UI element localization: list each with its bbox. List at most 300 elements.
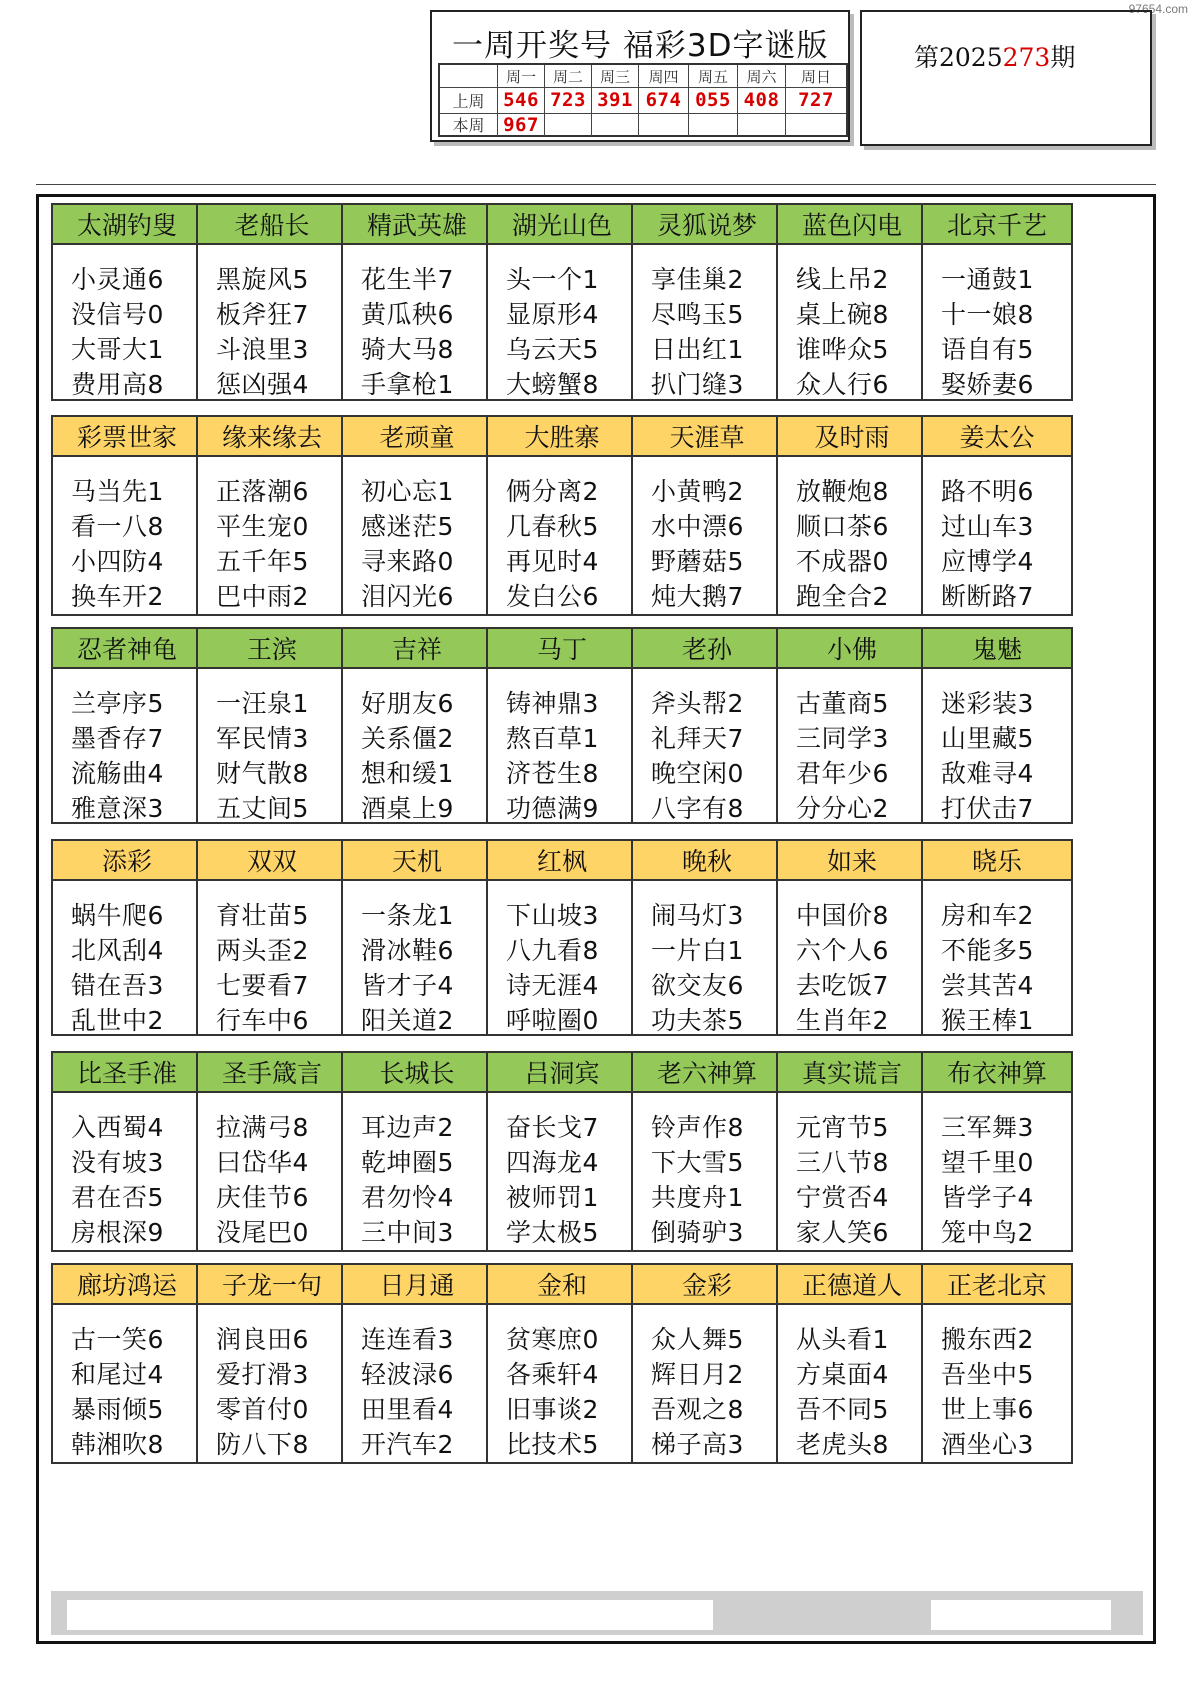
riddle-card (196, 627, 348, 824)
card-lines (488, 881, 636, 1038)
riddle-line: 方桌面4 (796, 1360, 889, 1389)
footer-slot-right (931, 1600, 1111, 1630)
riddle-card (486, 627, 638, 824)
riddle-card (486, 203, 638, 401)
riddle-line: 吾坐中5 (941, 1360, 1034, 1389)
last-week-sun: 727 (785, 87, 846, 113)
riddle-line: 欲交友6 (651, 971, 744, 1000)
riddle-line: 打伏击7 (941, 794, 1034, 823)
riddle-line: 宁赏否4 (796, 1183, 889, 1212)
riddle-line: 惩凶强4 (216, 370, 309, 399)
card-title: 吕洞宾 (488, 1053, 636, 1093)
riddle-line: 铸神鼎3 (506, 689, 599, 718)
riddle-line: 暴雨倾5 (71, 1395, 164, 1424)
card-title: 马丁 (488, 629, 636, 669)
card-title: 老六神算 (633, 1053, 781, 1093)
card-lines (488, 457, 636, 614)
weekday-tue: 周二 (544, 65, 591, 87)
riddle-line: 正落潮6 (216, 477, 309, 506)
riddle-line: 尝其苦4 (941, 971, 1034, 1000)
riddle-line: 八九看8 (506, 936, 599, 965)
card-title: 廊坊鸿运 (53, 1265, 201, 1305)
card-title: 鬼魅 (923, 629, 1071, 669)
this-week-tue (544, 113, 591, 136)
riddle-card (341, 203, 493, 401)
riddle-line: 显原形4 (506, 300, 599, 329)
riddle-card (341, 1263, 493, 1464)
riddle-line: 熬百草1 (506, 724, 599, 753)
riddle-card (486, 839, 638, 1036)
card-lines (488, 1093, 636, 1250)
this-week-wed (591, 113, 638, 136)
card-title: 比圣手准 (53, 1053, 201, 1093)
riddle-line: 功德满9 (506, 794, 599, 823)
riddle-line: 小四防4 (71, 547, 164, 576)
riddle-line: 韩湘吹8 (71, 1430, 164, 1459)
card-title: 湖光山色 (488, 205, 636, 245)
card-title: 正德道人 (778, 1265, 926, 1305)
riddle-line: 断断路7 (941, 582, 1034, 611)
riddle-card (776, 627, 928, 824)
riddle-line: 世上事6 (941, 1395, 1034, 1424)
weekly-results-panel (430, 10, 850, 142)
card-lines (633, 669, 781, 826)
riddle-line: 关系僵2 (361, 724, 454, 753)
card-lines (923, 457, 1071, 614)
riddle-line: 学太极5 (506, 1218, 599, 1247)
riddle-line: 比技术5 (506, 1430, 599, 1459)
riddle-line: 流觞曲4 (71, 759, 164, 788)
riddle-card (341, 627, 493, 824)
card-title: 日月通 (343, 1265, 491, 1305)
riddle-line: 辉日月2 (651, 1360, 744, 1389)
corner-cell (440, 65, 497, 87)
riddle-line: 北风刮4 (71, 936, 164, 965)
card-title: 双双 (198, 841, 346, 881)
riddle-card (196, 203, 348, 401)
riddle-line: 庆佳节6 (216, 1183, 309, 1212)
last-week-tue: 723 (544, 87, 591, 113)
riddle-line: 一汪泉1 (216, 689, 309, 718)
riddle-line: 想和缓1 (361, 759, 454, 788)
riddle-line: 分分心2 (796, 794, 889, 823)
weekday-sun: 周日 (785, 65, 846, 87)
card-title: 及时雨 (778, 417, 926, 457)
issue-prefix: 第2025 (914, 43, 1003, 72)
riddle-line: 六个人6 (796, 936, 889, 965)
card-title: 太湖钓叟 (53, 205, 201, 245)
card-lines (198, 245, 346, 402)
card-title: 蓝色闪电 (778, 205, 926, 245)
riddle-line: 从头看1 (796, 1325, 889, 1354)
riddle-line: 猴王棒1 (941, 1006, 1034, 1035)
card-title: 金彩 (633, 1265, 781, 1305)
riddle-line: 古一笑6 (71, 1325, 164, 1354)
riddle-line: 黄瓜秧6 (361, 300, 454, 329)
riddle-card (921, 1263, 1073, 1464)
card-title: 圣手箴言 (198, 1053, 346, 1093)
riddle-line: 被师罚1 (506, 1183, 599, 1212)
riddle-line: 放鞭炮8 (796, 477, 889, 506)
riddle-line: 大螃蟹8 (506, 370, 599, 399)
results-table (438, 63, 848, 137)
riddle-card (341, 415, 493, 616)
riddle-card (486, 1263, 638, 1464)
riddle-line: 君勿怜4 (361, 1183, 454, 1212)
riddle-line: 梯子高3 (651, 1430, 744, 1459)
riddle-card (196, 1051, 348, 1252)
riddle-line: 乱世中2 (71, 1006, 164, 1035)
riddle-card (196, 415, 348, 616)
riddle-line: 黑旋风5 (216, 265, 309, 294)
card-title: 姜太公 (923, 417, 1071, 457)
riddle-card (196, 839, 348, 1036)
card-lines (343, 1305, 491, 1462)
riddle-line: 君在否5 (71, 1183, 164, 1212)
riddle-line: 八字有8 (651, 794, 744, 823)
card-title: 天机 (343, 841, 491, 881)
card-title: 如来 (778, 841, 926, 881)
card-title: 大胜寨 (488, 417, 636, 457)
card-title: 老船长 (198, 205, 346, 245)
riddle-card (631, 839, 783, 1036)
riddle-line: 感迷茫5 (361, 512, 454, 541)
riddle-line: 墨香存7 (71, 724, 164, 753)
card-lines (778, 1305, 926, 1462)
riddle-line: 骑大马8 (361, 335, 454, 364)
card-lines (488, 245, 636, 402)
riddle-line: 生肖年2 (796, 1006, 889, 1035)
last-week-sat: 408 (737, 87, 785, 113)
card-lines (923, 1305, 1071, 1462)
riddle-line: 十一娘8 (941, 300, 1034, 329)
issue-suffix: 期 (1050, 43, 1076, 72)
card-lines (53, 245, 201, 402)
riddle-line: 元宵节5 (796, 1113, 889, 1142)
riddle-line: 路不明6 (941, 477, 1034, 506)
riddle-line: 三中间3 (361, 1218, 454, 1247)
riddle-line: 吾不同5 (796, 1395, 889, 1424)
riddle-line: 拉满弓8 (216, 1113, 309, 1142)
riddle-card (51, 1263, 203, 1464)
riddle-line: 板斧狂7 (216, 300, 309, 329)
riddle-line: 防八下8 (216, 1430, 309, 1459)
riddle-line: 和尾过4 (71, 1360, 164, 1389)
riddle-card (921, 839, 1073, 1036)
card-title: 王滨 (198, 629, 346, 669)
riddle-card (921, 627, 1073, 824)
riddle-line: 几春秋5 (506, 512, 599, 541)
riddle-line: 雅意深3 (71, 794, 164, 823)
riddle-line: 没有坡3 (71, 1148, 164, 1177)
last-week-thu: 674 (638, 87, 688, 113)
riddle-line: 各乘轩4 (506, 1360, 599, 1389)
riddle-line: 三同学3 (796, 724, 889, 753)
riddle-line: 平生宠0 (216, 512, 309, 541)
watermark: 97654.com (1128, 2, 1188, 16)
riddle-line: 搬东西2 (941, 1325, 1034, 1354)
riddle-card (486, 415, 638, 616)
riddle-line: 五丈间5 (216, 794, 309, 823)
this-week-row (440, 113, 846, 136)
riddle-card (631, 415, 783, 616)
card-title: 吉祥 (343, 629, 491, 669)
riddle-line: 不能多5 (941, 936, 1034, 965)
card-lines (343, 881, 491, 1038)
riddle-line: 入西蜀4 (71, 1113, 164, 1142)
weekday-sat: 周六 (737, 65, 785, 87)
riddle-line: 迷彩装3 (941, 689, 1034, 718)
card-lines (633, 245, 781, 402)
riddle-line: 日出红1 (651, 335, 744, 364)
riddle-card (51, 415, 203, 616)
riddle-line: 寻来路0 (361, 547, 454, 576)
riddle-line: 蜗牛爬6 (71, 901, 164, 930)
riddle-line: 初心忘1 (361, 477, 454, 506)
riddle-line: 小灵通6 (71, 265, 164, 294)
riddle-line: 一条龙1 (361, 901, 454, 930)
riddle-line: 乌云天5 (506, 335, 599, 364)
card-title: 精武英雄 (343, 205, 491, 245)
riddle-line: 顺口茶6 (796, 512, 889, 541)
card-title: 天涯草 (633, 417, 781, 457)
card-lines (198, 881, 346, 1038)
riddle-line: 礼拜天7 (651, 724, 744, 753)
card-title: 红枫 (488, 841, 636, 881)
card-lines (923, 669, 1071, 826)
card-title: 北京千艺 (923, 205, 1071, 245)
riddle-line: 花生半7 (361, 265, 454, 294)
riddle-card (51, 1051, 203, 1252)
riddle-line: 去吃饭7 (796, 971, 889, 1000)
riddle-line: 享佳巢2 (651, 265, 744, 294)
card-title: 老顽童 (343, 417, 491, 457)
riddle-line: 吾观之8 (651, 1395, 744, 1424)
card-title: 晓乐 (923, 841, 1071, 881)
last-week-mon: 546 (497, 87, 544, 113)
card-lines (778, 881, 926, 1038)
riddle-card (776, 1263, 928, 1464)
card-title: 彩票世家 (53, 417, 201, 457)
riddle-line: 老虎头8 (796, 1430, 889, 1459)
card-lines (778, 1093, 926, 1250)
this-week-sat (737, 113, 785, 136)
card-title: 晚秋 (633, 841, 781, 881)
riddle-line: 连连看3 (361, 1325, 454, 1354)
riddle-grid (36, 194, 1156, 1644)
card-lines (198, 1305, 346, 1462)
card-lines (53, 457, 201, 614)
riddle-line: 房和车2 (941, 901, 1034, 930)
card-lines (343, 245, 491, 402)
card-title: 缘来缘去 (198, 417, 346, 457)
riddle-card (631, 627, 783, 824)
riddle-line: 兰亭序5 (71, 689, 164, 718)
card-lines (778, 457, 926, 614)
this-week-thu (638, 113, 688, 136)
card-lines (778, 669, 926, 826)
riddle-card (921, 203, 1073, 401)
card-title: 老孙 (633, 629, 781, 669)
weekday-fri: 周五 (688, 65, 737, 87)
riddle-line: 中国价8 (796, 901, 889, 930)
riddle-line: 三军舞3 (941, 1113, 1034, 1142)
riddle-line: 水中漂6 (651, 512, 744, 541)
riddle-line: 三八节8 (796, 1148, 889, 1177)
riddle-line: 跑全合2 (796, 582, 889, 611)
riddle-line: 酒坐心3 (941, 1430, 1034, 1459)
riddle-line: 大哥大1 (71, 335, 164, 364)
riddle-line: 济苍生8 (506, 759, 599, 788)
riddle-line: 家人笑6 (796, 1218, 889, 1247)
riddle-line: 旧事谈2 (506, 1395, 599, 1424)
riddle-line: 费用高8 (71, 370, 164, 399)
weekday-header-row (440, 65, 846, 88)
card-lines (198, 669, 346, 826)
footer-bar (51, 1591, 1143, 1635)
panel-title: 一周开奖号 福彩3D字谜版 (452, 28, 829, 64)
riddle-line: 一通鼓1 (941, 265, 1034, 294)
last-week-fri: 055 (688, 87, 737, 113)
footer-slot-left (67, 1600, 713, 1630)
riddle-line: 铃声作8 (651, 1113, 744, 1142)
riddle-card (196, 1263, 348, 1464)
riddle-line: 呼啦圈0 (506, 1006, 599, 1035)
card-lines (343, 1093, 491, 1250)
divider-line (36, 184, 1156, 185)
card-title: 正老北京 (923, 1265, 1071, 1305)
riddle-line: 轻波渌6 (361, 1360, 454, 1389)
riddle-line: 俩分离2 (506, 477, 599, 506)
card-lines (53, 1305, 201, 1462)
riddle-line: 娶娇妻6 (941, 370, 1034, 399)
riddle-card (486, 1051, 638, 1252)
riddle-line: 田里看4 (361, 1395, 454, 1424)
card-lines (488, 1305, 636, 1462)
riddle-line: 军民情3 (216, 724, 309, 753)
riddle-line: 巴中雨2 (216, 582, 309, 611)
card-title: 布衣神算 (923, 1053, 1071, 1093)
riddle-line: 敌难寻4 (941, 759, 1034, 788)
card-title: 灵狐说梦 (633, 205, 781, 245)
riddle-line: 功夫茶5 (651, 1006, 744, 1035)
riddle-line: 没信号0 (71, 300, 164, 329)
riddle-line: 诗无涯4 (506, 971, 599, 1000)
weekday-thu: 周四 (638, 65, 688, 87)
riddle-line: 野蘑菇5 (651, 547, 744, 576)
riddle-line: 桌上碗8 (796, 300, 889, 329)
riddle-line: 斗浪里3 (216, 335, 309, 364)
riddle-line: 润良田6 (216, 1325, 309, 1354)
riddle-line: 阳关道2 (361, 1006, 454, 1035)
riddle-line: 君年少6 (796, 759, 889, 788)
card-title: 小佛 (778, 629, 926, 669)
riddle-card (341, 839, 493, 1036)
riddle-line: 酒桌上9 (361, 794, 454, 823)
riddle-line: 共度舟1 (651, 1183, 744, 1212)
riddle-line: 小黄鸭2 (651, 477, 744, 506)
riddle-line: 过山车3 (941, 512, 1034, 541)
riddle-line: 古董商5 (796, 689, 889, 718)
riddle-line: 众人行6 (796, 370, 889, 399)
card-lines (633, 1305, 781, 1462)
riddle-card (341, 1051, 493, 1252)
card-lines (343, 457, 491, 614)
this-week-mon: 967 (497, 113, 544, 136)
card-lines (53, 1093, 201, 1250)
riddle-line: 线上吊2 (796, 265, 889, 294)
riddle-line: 笼中鸟2 (941, 1218, 1034, 1247)
riddle-line: 晚空闲0 (651, 759, 744, 788)
riddle-line: 皆学子4 (941, 1183, 1034, 1212)
riddle-card (776, 839, 928, 1036)
riddle-card (51, 839, 203, 1036)
card-title: 忍者神龟 (53, 629, 201, 669)
card-title: 真实谎言 (778, 1053, 926, 1093)
riddle-line: 闹马灯3 (651, 901, 744, 930)
issue-panel (860, 10, 1152, 146)
card-lines (633, 457, 781, 614)
card-lines (198, 457, 346, 614)
riddle-line: 不成器0 (796, 547, 889, 576)
riddle-card (51, 203, 203, 401)
riddle-line: 看一八8 (71, 512, 164, 541)
card-lines (53, 669, 201, 826)
last-week-wed: 391 (591, 87, 638, 113)
riddle-line: 五千年5 (216, 547, 309, 576)
card-title: 子龙一句 (198, 1265, 346, 1305)
riddle-line: 发白公6 (506, 582, 599, 611)
riddle-line: 好朋友6 (361, 689, 454, 718)
card-title: 添彩 (53, 841, 201, 881)
riddle-line: 育壮苗5 (216, 901, 309, 930)
riddle-line: 手拿枪1 (361, 370, 454, 399)
card-lines (778, 245, 926, 402)
riddle-line: 两头歪2 (216, 936, 309, 965)
riddle-card (776, 203, 928, 401)
riddle-line: 错在吾3 (71, 971, 164, 1000)
this-week-fri (688, 113, 737, 136)
riddle-card (921, 1051, 1073, 1252)
riddle-line: 换车开2 (71, 582, 164, 611)
riddle-line: 开汽车2 (361, 1430, 454, 1459)
card-lines (923, 245, 1071, 402)
riddle-line: 滑冰鞋6 (361, 936, 454, 965)
riddle-line: 下山坡3 (506, 901, 599, 930)
riddle-line: 尽鸣玉5 (651, 300, 744, 329)
riddle-line: 再见时4 (506, 547, 599, 576)
riddle-line: 四海龙4 (506, 1148, 599, 1177)
riddle-line: 下大雪5 (651, 1148, 744, 1177)
riddle-card (631, 1263, 783, 1464)
riddle-line: 一片白1 (651, 936, 744, 965)
riddle-line: 房根深9 (71, 1218, 164, 1247)
riddle-line: 头一个1 (506, 265, 599, 294)
last-week-label: 上周 (452, 91, 485, 111)
riddle-line: 曰岱华4 (216, 1148, 309, 1177)
riddle-line: 马当先1 (71, 477, 164, 506)
card-lines (53, 881, 201, 1038)
riddle-line: 斧头帮2 (651, 689, 744, 718)
riddle-line: 泪闪光6 (361, 582, 454, 611)
issue-number (914, 38, 1075, 74)
riddle-line: 山里藏5 (941, 724, 1034, 753)
card-lines (633, 1093, 781, 1250)
card-title: 金和 (488, 1265, 636, 1305)
riddle-line: 贫寒庶0 (506, 1325, 599, 1354)
riddle-line: 炖大鹅7 (651, 582, 744, 611)
riddle-card (631, 1051, 783, 1252)
